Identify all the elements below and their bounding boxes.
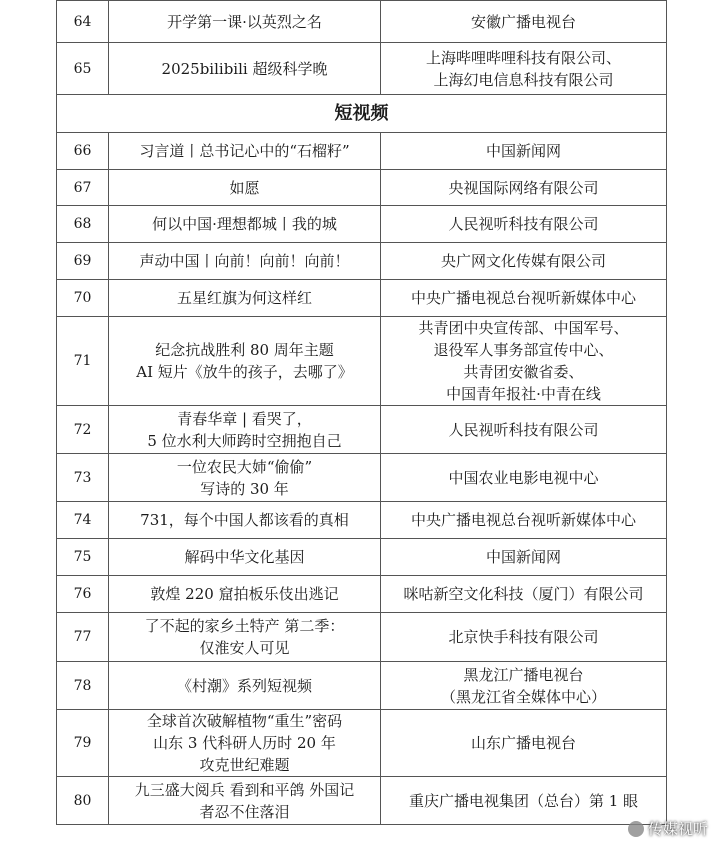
row-number: 71 (57, 317, 109, 406)
organization-name: 共青团中央宣传部、中国军号、 (418, 319, 629, 337)
organization-cell (381, 576, 667, 613)
organization-name: 中国新闻网 (485, 142, 561, 160)
organization-cell (381, 613, 667, 662)
organization-name: 退役军人事务部宣传中心、 (433, 341, 614, 359)
work-title-cell (109, 710, 381, 777)
organization-name: 上海哔哩哔哩科技有限公司、 (425, 48, 621, 67)
watermark (628, 818, 708, 839)
row-number: 68 (57, 206, 109, 243)
organization-name: 黑龙江广播电视台 (463, 665, 584, 684)
work-title: 了不起的家乡土特产 第二季： (144, 617, 345, 635)
work-title-cell (109, 280, 381, 317)
work-title-cell (109, 662, 381, 710)
work-title: 全球首次破解植物“重生”密码 (146, 712, 343, 730)
work-title-cell (109, 317, 381, 406)
work-title-cell (109, 502, 381, 539)
work-title: 开学第一课·以英烈之名 (167, 12, 322, 31)
row-number: 78 (57, 662, 109, 710)
organization-name: 人民视听科技有限公司 (448, 420, 599, 439)
row-number: 69 (57, 243, 109, 280)
organization-name: 共青团安徽省委、 (463, 363, 584, 381)
table-row (57, 170, 667, 206)
organization-cell (381, 539, 667, 576)
work-title-cell (109, 170, 381, 206)
work-title-cell (109, 133, 381, 170)
row-number: 79 (57, 710, 109, 777)
organization-cell (381, 133, 667, 170)
work-title: 纪念抗战胜利 80 周年主题 (155, 341, 334, 359)
brand-logo-icon (628, 821, 644, 837)
work-title: 731，每个中国人都该看的真相 (140, 511, 349, 529)
work-title-cell (109, 406, 381, 454)
organization-name: 中央广播电视总台视听新媒体中心 (410, 289, 636, 307)
work-title-cell (109, 576, 381, 613)
organization-cell (381, 777, 667, 825)
row-number: 73 (57, 454, 109, 502)
award-list-table (56, 0, 667, 825)
table-row (57, 206, 667, 243)
work-title-cell (109, 539, 381, 576)
organization-cell (381, 454, 667, 502)
organization-cell (381, 206, 667, 243)
row-number: 64 (57, 1, 109, 43)
work-title: 声动中国丨向前！向前！向前！ (139, 252, 350, 270)
work-title-cell (109, 777, 381, 825)
section-title: 短视频 (57, 95, 667, 133)
work-title: 写诗的 30 年 (200, 479, 289, 498)
work-title: 一位农民大姉“偷偷” (176, 457, 313, 476)
organization-cell (381, 43, 667, 95)
organization-name: 上海幻电信息科技有限公司 (433, 70, 614, 89)
work-title-cell (109, 613, 381, 662)
table-row (57, 613, 667, 662)
row-number: 75 (57, 539, 109, 576)
organization-cell (381, 502, 667, 539)
organization-name: 咪咕新空文化科技（厦门）有限公司 (403, 585, 644, 603)
row-number: 80 (57, 777, 109, 825)
table-row (57, 1, 667, 43)
work-title-cell (109, 454, 381, 502)
organization-name: （黑龙江省全媒体中心） (440, 687, 606, 706)
table-row (57, 576, 667, 613)
table-row (57, 710, 667, 777)
organization-name: 中央广播电视总台视听新媒体中心 (410, 511, 636, 529)
organization-name: 央视国际网络有限公司 (448, 178, 599, 197)
organization-name: 山东广播电视台 (470, 734, 576, 752)
table-row (57, 43, 667, 95)
organization-cell (381, 317, 667, 406)
table-row (57, 317, 667, 406)
organization-cell (381, 710, 667, 777)
work-title: 2025bilibili 超级科学晚 (161, 59, 328, 78)
work-title: 九三盛大阅兵 看到和平鸽 外国记 (134, 780, 355, 799)
watermark-text: 传媒视听 (647, 820, 708, 838)
work-title: 5 位水利大师跨时空拥抱自己 (147, 431, 342, 450)
table-row (57, 280, 667, 317)
organization-cell (381, 406, 667, 454)
organization-name: 中国新闻网 (485, 548, 561, 566)
work-title-cell (109, 43, 381, 95)
organization-name: 央广网文化传媒有限公司 (440, 252, 606, 270)
work-title: 者忍不住落泪 (199, 802, 290, 821)
organization-cell (381, 243, 667, 280)
work-title: 习言道丨总书记心中的“石榴籽” (139, 142, 350, 160)
work-title: 何以中国·理想都城丨我的城 (152, 215, 337, 233)
row-number: 74 (57, 502, 109, 539)
row-number: 72 (57, 406, 109, 454)
organization-name: 重庆广播电视集团（总台）第 1 眼 (408, 791, 639, 810)
table-row (57, 243, 667, 280)
work-title: 解码中华文化基因 (184, 548, 305, 566)
section-header-row (57, 95, 667, 133)
row-number: 77 (57, 613, 109, 662)
table-row (57, 777, 667, 825)
row-number: 67 (57, 170, 109, 206)
work-title: 五星红旗为何这样红 (176, 289, 312, 307)
table-row (57, 406, 667, 454)
organization-name: 人民视听科技有限公司 (448, 215, 599, 233)
work-title: 山东 3 代科研人历时 20 年 (153, 734, 336, 752)
work-title: 仅淮安人可见 (199, 639, 290, 657)
work-title: 青春华章 | 看哭了， (177, 409, 312, 428)
row-number: 66 (57, 133, 109, 170)
work-title: 敦煌 220 窟拍板乐伎出逃记 (150, 585, 339, 603)
work-title-cell (109, 1, 381, 43)
row-number: 70 (57, 280, 109, 317)
table-row (57, 539, 667, 576)
work-title-cell (109, 206, 381, 243)
organization-name: 中国青年报社·中青在线 (446, 385, 601, 403)
table-row (57, 133, 667, 170)
organization-name: 北京快手科技有限公司 (448, 628, 599, 646)
organization-cell (381, 1, 667, 43)
work-title: 如愿 (229, 178, 260, 197)
row-number: 65 (57, 43, 109, 95)
organization-cell (381, 280, 667, 317)
work-title: 攻克世纪难题 (199, 756, 290, 774)
organization-cell (381, 170, 667, 206)
table-row (57, 662, 667, 710)
table-row (57, 502, 667, 539)
table-row (57, 454, 667, 502)
row-number: 76 (57, 576, 109, 613)
work-title: AI 短片《放牛的孩子，去哪了》 (136, 363, 353, 381)
work-title-cell (109, 243, 381, 280)
organization-name: 安徽广播电视台 (470, 12, 576, 31)
work-title: 《村潮》系列短视频 (176, 676, 312, 695)
organization-cell (381, 662, 667, 710)
organization-name: 中国农业电影电视中心 (448, 468, 599, 487)
